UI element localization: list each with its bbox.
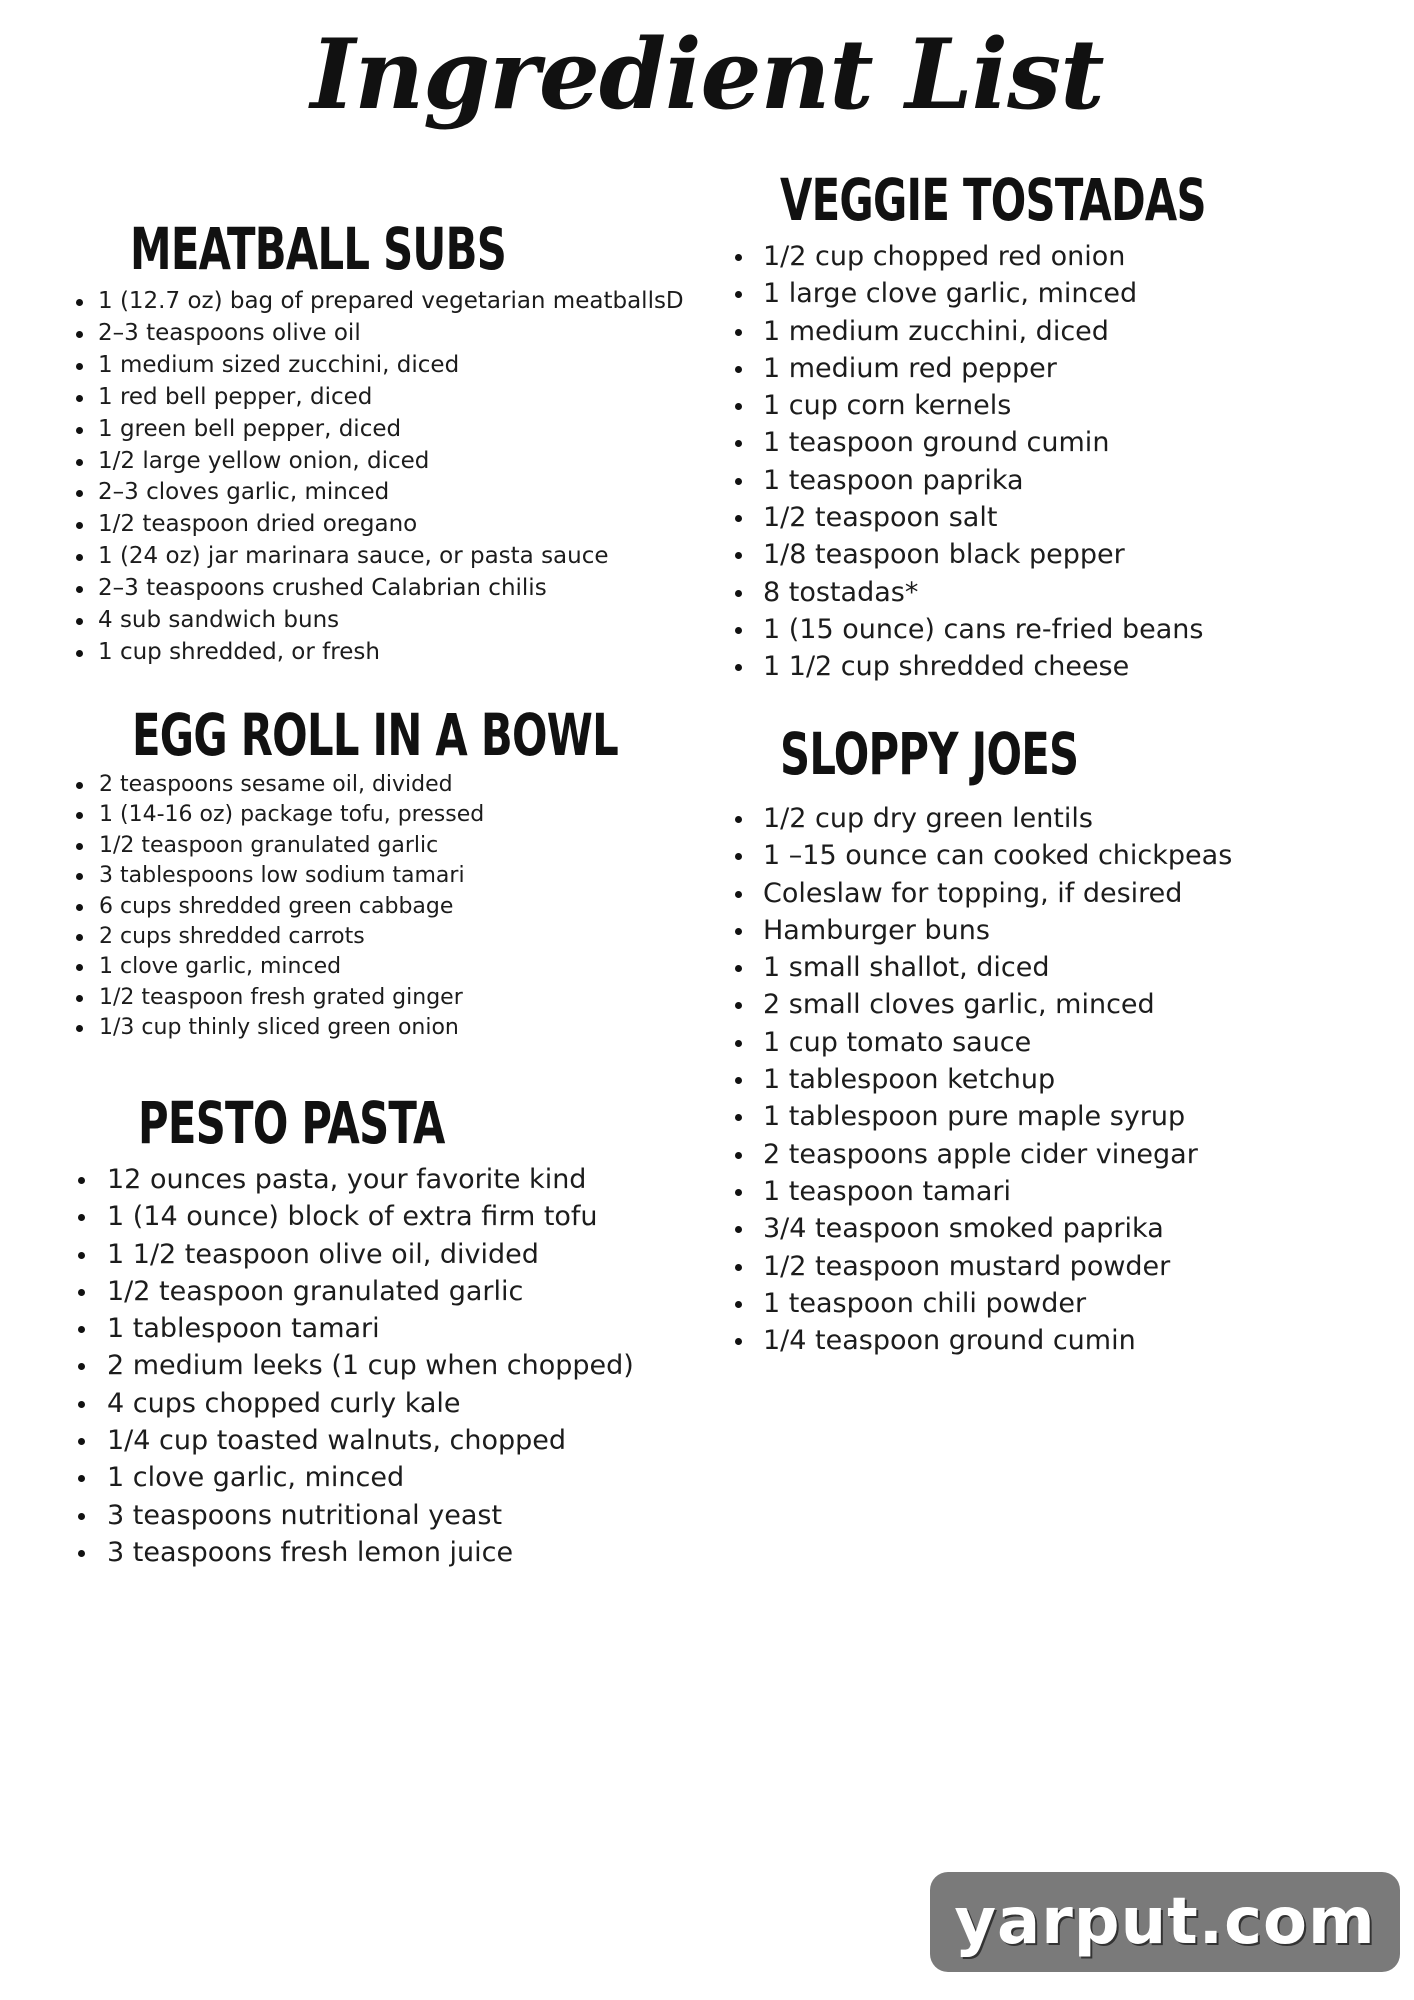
page-title: Ingredient List <box>310 18 1104 131</box>
list-item: 1 (24 oz) jar marinara sauce, or pasta sauce <box>70 541 684 573</box>
list-item: 1 large clove garlic, minced <box>730 275 1372 312</box>
list-item: 1/2 teaspoon granulated garlic <box>70 831 807 861</box>
list-item: 3 teaspoons fresh lemon juice <box>70 1534 634 1571</box>
section-veggie-tostadas <box>730 162 1372 686</box>
list-item: 1 medium sized zucchini, diced <box>70 350 684 382</box>
list-item: 1 cup shredded, or fresh <box>70 637 684 669</box>
list-item: 1 red bell pepper, diced <box>70 382 684 414</box>
section-egg-roll-in-a-bowl <box>70 700 807 1044</box>
section-heading: EGG ROLL IN A BOWL <box>132 701 618 769</box>
list-item: 2–3 cloves garlic, minced <box>70 477 684 509</box>
list-item: 2 cups shredded carrots <box>70 922 807 952</box>
list-item: 2 medium leeks (1 cup when chopped) <box>70 1347 634 1384</box>
list-item: 2–3 teaspoons crushed Calabrian chilis <box>70 573 684 605</box>
list-item: 1/2 large yellow onion, diced <box>70 446 684 478</box>
list-item: 1/8 teaspoon black pepper <box>730 536 1372 573</box>
list-item: 1 –15 ounce can cooked chickpeas <box>730 837 1232 874</box>
list-item: 1 tablespoon tamari <box>70 1310 634 1347</box>
list-item: 1 clove garlic, minced <box>70 952 807 982</box>
list-item: 1 clove garlic, minced <box>70 1459 634 1496</box>
list-item: 1/4 teaspoon ground cumin <box>730 1322 1232 1359</box>
section-heading: PESTO PASTA <box>138 1089 445 1157</box>
list-item: 3 tablespoons low sodium tamari <box>70 861 807 891</box>
list-item: 1 green bell pepper, diced <box>70 414 684 446</box>
section-pesto-pasta <box>70 1085 634 1571</box>
list-item: 1 (14 ounce) block of extra firm tofu <box>70 1198 634 1235</box>
watermark-text: yarput.com <box>954 1885 1376 1959</box>
section-heading: VEGGIE TOSTADAS <box>780 166 1206 234</box>
ingredient-list <box>70 770 807 1044</box>
list-item: Coleslaw for topping, if desired <box>730 875 1232 912</box>
ingredient-list <box>730 800 1232 1359</box>
list-item: 1 small shallot, diced <box>730 949 1232 986</box>
list-item: 2–3 teaspoons olive oil <box>70 318 684 350</box>
list-item: 1/2 teaspoon fresh grated ginger <box>70 983 807 1013</box>
list-item: 1 1/2 teaspoon olive oil, divided <box>70 1236 634 1273</box>
list-item: 2 teaspoons sesame oil, divided <box>70 770 807 800</box>
list-item: 1 (12.7 oz) bag of prepared vegetarian meatballsD <box>70 286 684 318</box>
list-item: 1 medium red pepper <box>730 350 1372 387</box>
ingredient-list <box>70 1161 634 1571</box>
list-item: 1 teaspoon chili powder <box>730 1285 1232 1322</box>
list-item: 1 (15 ounce) cans re-fried beans <box>730 611 1372 648</box>
list-item: 1 cup corn kernels <box>730 387 1372 424</box>
ingredient-list <box>730 238 1372 686</box>
list-item: 1/2 cup chopped red onion <box>730 238 1372 275</box>
section-heading: MEATBALL SUBS <box>130 215 507 283</box>
list-item: 1 teaspoon ground cumin <box>730 424 1372 461</box>
watermark-badge <box>930 1872 1400 1972</box>
list-item: 1/4 cup toasted walnuts, chopped <box>70 1422 634 1459</box>
list-item: 1 teaspoon tamari <box>730 1173 1232 1210</box>
section-heading: SLOPPY JOES <box>780 720 1079 788</box>
list-item: 4 cups chopped curly kale <box>70 1385 634 1422</box>
list-item: 1/2 teaspoon salt <box>730 499 1372 536</box>
list-item: 3/4 teaspoon smoked paprika <box>730 1210 1232 1247</box>
section-meatball-subs <box>70 212 684 669</box>
list-item: 1/2 teaspoon granulated garlic <box>70 1273 634 1310</box>
list-item: 1/2 teaspoon dried oregano <box>70 509 684 541</box>
list-item: 4 sub sandwich buns <box>70 605 684 637</box>
list-item: 1/2 teaspoon mustard powder <box>730 1248 1232 1285</box>
list-item: 1 (14-16 oz) package tofu, pressed <box>70 800 807 830</box>
list-item: 1 tablespoon ketchup <box>730 1061 1232 1098</box>
list-item: 8 tostadas* <box>730 574 1372 611</box>
list-item: 1 tablespoon pure maple syrup <box>730 1098 1232 1135</box>
list-item: 1 1/2 cup shredded cheese <box>730 648 1372 685</box>
list-item: Hamburger buns <box>730 912 1232 949</box>
list-item: 2 teaspoons apple cider vinegar <box>730 1136 1232 1173</box>
list-item: 6 cups shredded green cabbage <box>70 892 807 922</box>
list-item: 2 small cloves garlic, minced <box>730 986 1232 1023</box>
list-item: 1 cup tomato sauce <box>730 1024 1232 1061</box>
list-item: 1/3 cup thinly sliced green onion <box>70 1013 807 1043</box>
ingredient-list <box>70 286 684 669</box>
section-sloppy-joes <box>730 716 1232 1359</box>
list-item: 1 teaspoon paprika <box>730 462 1372 499</box>
list-item: 12 ounces pasta, your favorite kind <box>70 1161 634 1198</box>
list-item: 3 teaspoons nutritional yeast <box>70 1497 634 1534</box>
list-item: 1 medium zucchini, diced <box>730 313 1372 350</box>
list-item: 1/2 cup dry green lentils <box>730 800 1232 837</box>
